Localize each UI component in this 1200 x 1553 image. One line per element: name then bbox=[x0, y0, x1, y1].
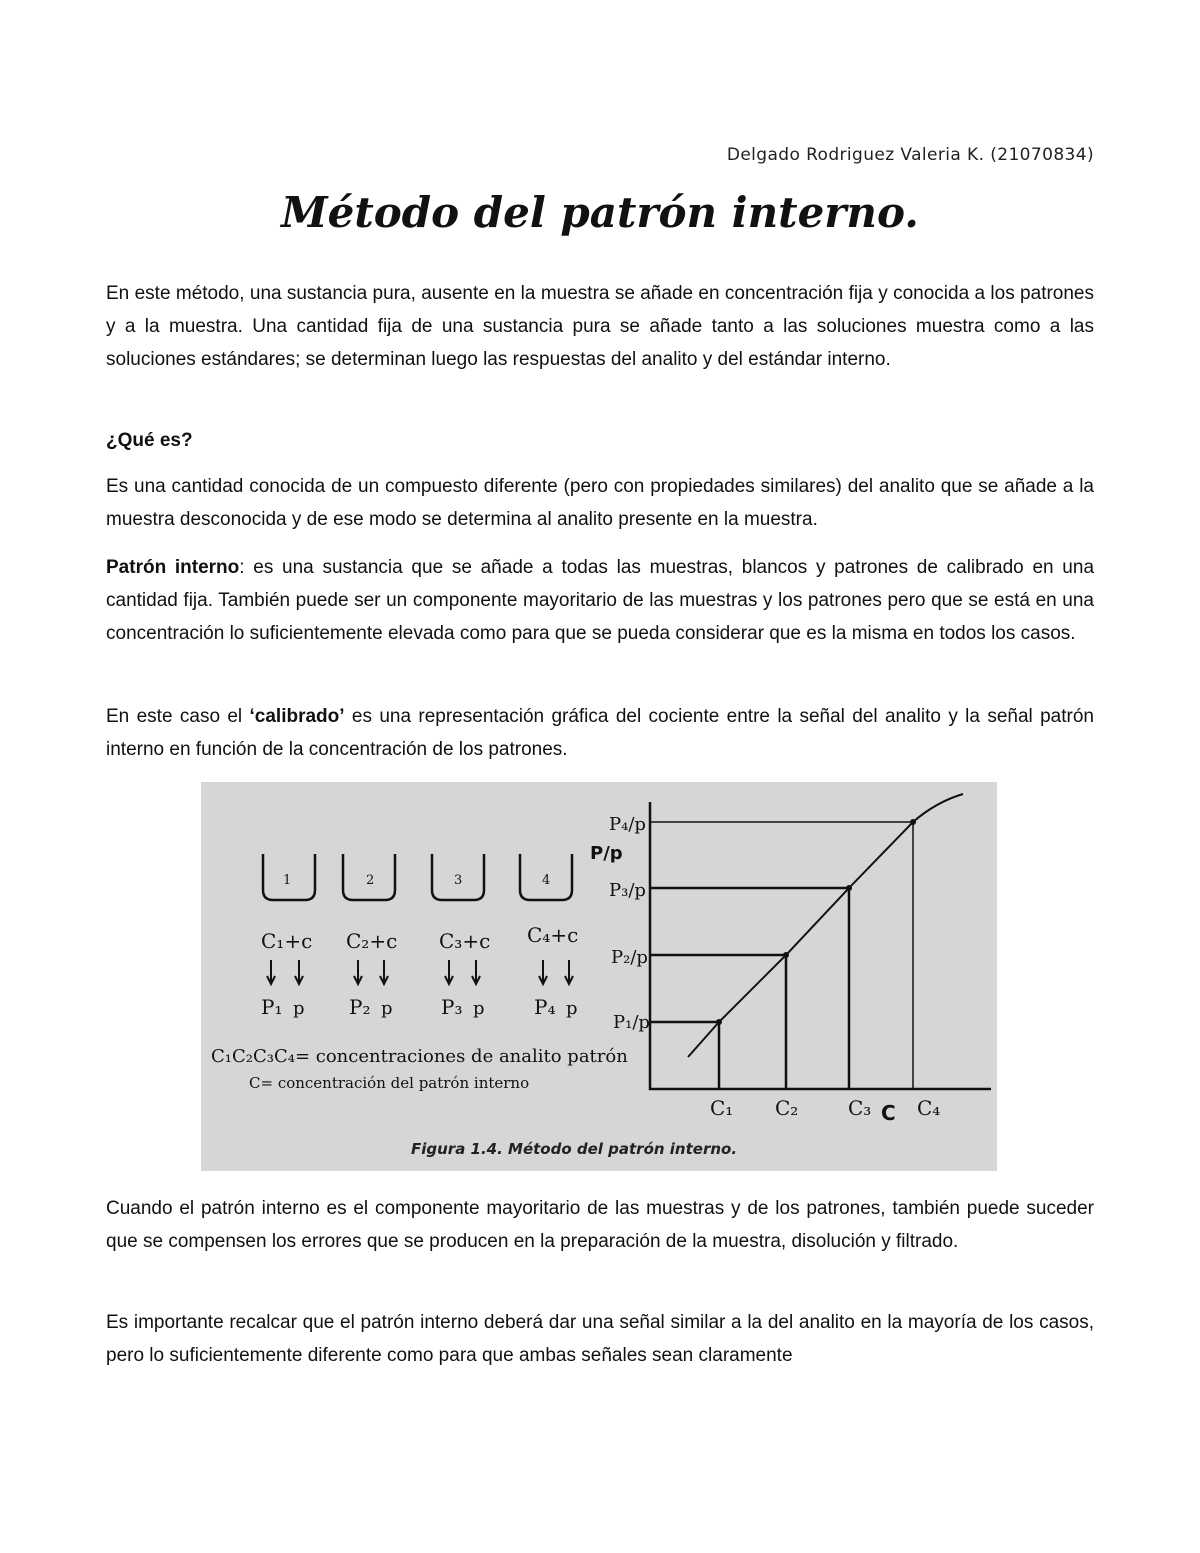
beaker-3-number: 3 bbox=[454, 873, 463, 888]
page-title: Método del patrón interno. bbox=[281, 188, 919, 237]
patron-interno-definition: : es una sustancia que se añade a todas las muestras, blancos y patrones de calibrado en una cantidad fija. También puede ser un componente mayoritario de las muestras y los patrones pero que se está en una concentración lo suficientemente elevada como para que se pueda considerar que es la misma en todos los casos. bbox=[106, 557, 1095, 644]
beaker-2 bbox=[343, 854, 397, 1019]
mayoritario-paragraph: Cuando el patrón interno es el componente mayoritario de las muestras y de los patrones, también puede suceder que se compensen los errores que se producen en la preparación de la muestra, disolución y filtrado. bbox=[106, 1198, 1094, 1252]
ref-line-3 bbox=[650, 888, 849, 1089]
x-tick-3: C₃ bbox=[848, 1096, 872, 1120]
ref-line-1 bbox=[650, 1022, 719, 1089]
point-3 bbox=[847, 886, 852, 891]
beaker-3 bbox=[432, 854, 490, 1019]
y-tick-2: P₂/p bbox=[611, 947, 648, 968]
figure-diagram bbox=[201, 782, 997, 1171]
figure-legend-internal: C= concentración del patrón interno bbox=[249, 1074, 530, 1092]
beaker-2-signal-analyte: P₂ bbox=[349, 995, 371, 1019]
figure-internal-standard bbox=[201, 782, 997, 1171]
figure-caption: Figura 1.4. Método del patrón interno. bbox=[411, 1140, 738, 1158]
patron-interno-term: Patrón interno bbox=[106, 557, 240, 578]
point-2 bbox=[784, 953, 789, 958]
importante-paragraph: Es importante recalcar que el patrón interno deberá dar una señal similar a la del analito en la mayoría de los casos, pero lo suficientemente diferente como para que ambas señales sean claramente bbox=[106, 1312, 1094, 1366]
que-es-paragraph: Es una cantidad conocida de un compuesto diferente (pero con propiedades similares) del analito que se añade a la muestra desconocida y de ese modo se determina al analito presente en la muestra. bbox=[106, 476, 1094, 530]
beaker-3-signal-analyte: P₃ bbox=[441, 995, 463, 1019]
beaker-1-mix: C₁+c bbox=[261, 929, 313, 953]
beaker-3-mix: C₃+c bbox=[439, 929, 491, 953]
beaker-4-mix: C₄+c bbox=[527, 923, 579, 947]
point-4 bbox=[911, 820, 916, 825]
author-line: Delgado Rodriguez Valeria K. (21070834) bbox=[726, 145, 1094, 165]
calibrado-paragraph bbox=[106, 700, 1094, 766]
patron-interno-paragraph bbox=[106, 551, 1094, 650]
calibration-curve bbox=[688, 794, 963, 1057]
y-axis-label: P/p bbox=[590, 843, 623, 864]
y-tick-1: P₁/p bbox=[613, 1012, 650, 1033]
x-axis-label: C bbox=[881, 1101, 896, 1125]
beaker-1-number: 1 bbox=[283, 873, 292, 888]
point-1 bbox=[717, 1020, 722, 1025]
x-tick-4: C₄ bbox=[917, 1096, 941, 1120]
beaker-4-signal-internal: p bbox=[566, 998, 578, 1019]
beaker-4-signal-analyte: P₄ bbox=[534, 995, 556, 1019]
beaker-1 bbox=[261, 854, 315, 1019]
calibrado-term: ‘calibrado’ bbox=[249, 706, 345, 727]
x-tick-2: C₂ bbox=[775, 1096, 799, 1120]
beaker-1-signal-internal: p bbox=[293, 998, 305, 1019]
y-tick-3: P₃/p bbox=[609, 880, 646, 901]
y-tick-4: P₄/p bbox=[609, 814, 646, 835]
que-es-heading: ¿Qué es? bbox=[106, 430, 193, 451]
beaker-4-number: 4 bbox=[542, 873, 551, 888]
beaker-2-mix: C₂+c bbox=[346, 929, 398, 953]
figure-legend-concentrations: C₁C₂C₃C₄= concentraciones de analito patrón bbox=[211, 1046, 628, 1067]
intro-paragraph: En este método, una sustancia pura, ausente en la muestra se añade en concentración fija y conocida a los patrones y a la muestra. Una cantidad fija de una sustancia pura se añade tanto a las soluciones muestra como a las soluciones estándares; se determinan luego las respuestas del analito y del estándar interno. bbox=[106, 283, 1094, 370]
beaker-4 bbox=[520, 854, 578, 1019]
beaker-1-signal-analyte: P₁ bbox=[261, 995, 283, 1019]
beaker-3-signal-internal: p bbox=[473, 998, 485, 1019]
calibrado-intro: En este caso el bbox=[106, 706, 250, 727]
beaker-2-signal-internal: p bbox=[381, 998, 393, 1019]
calibrado-definition: es una representación gráfica del cociente entre la señal del analito y la señal patrón interno en función de la concentración de los patrones. bbox=[106, 706, 1094, 760]
beaker-2-number: 2 bbox=[366, 873, 375, 888]
calibration-plot bbox=[590, 794, 991, 1125]
x-tick-1: C₁ bbox=[710, 1096, 734, 1120]
plot-axes bbox=[650, 802, 991, 1089]
